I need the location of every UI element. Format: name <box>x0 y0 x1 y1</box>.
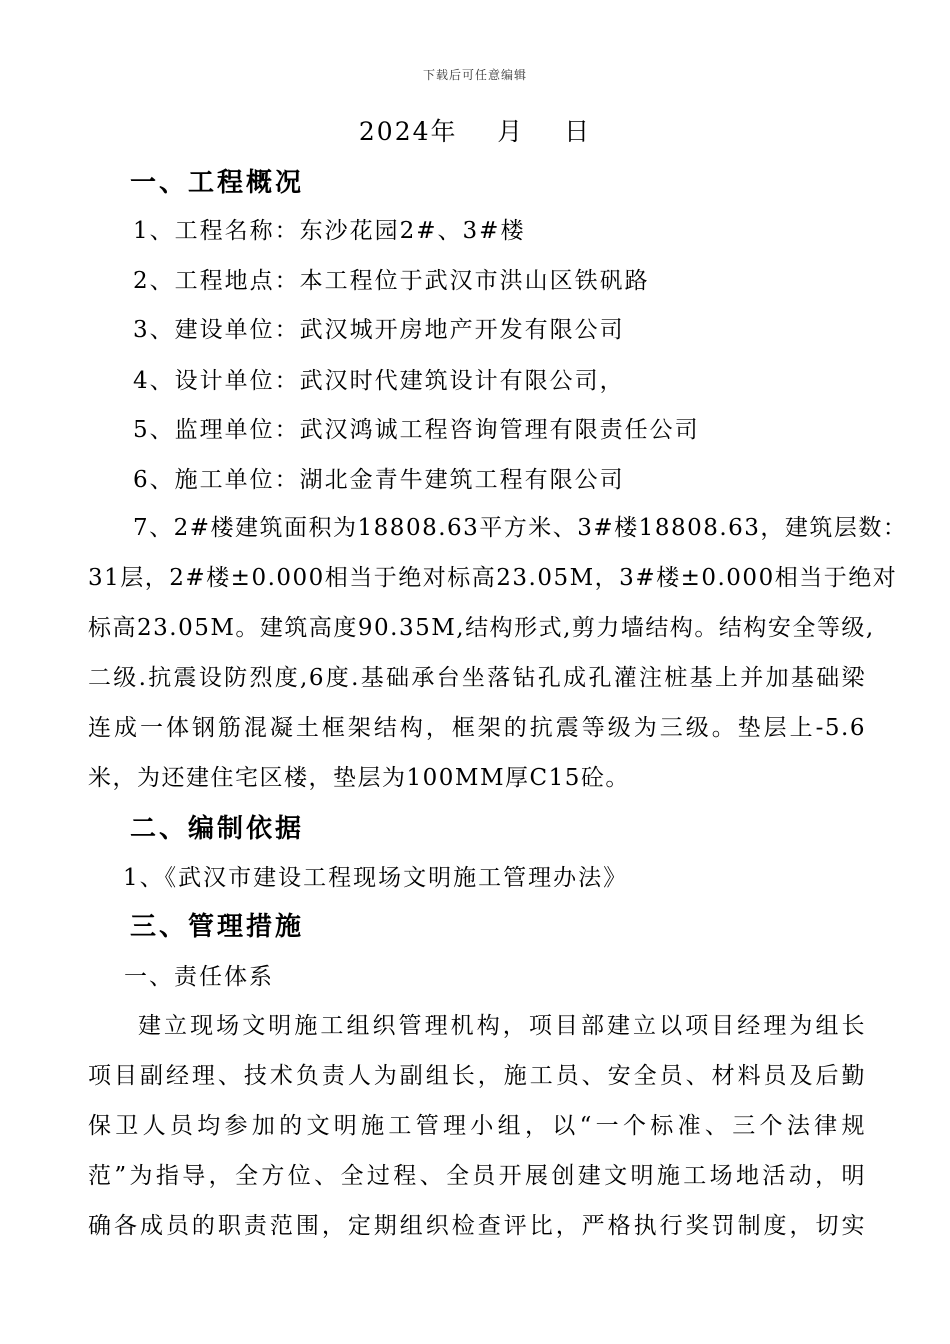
paragraph-line: 7、2#楼建筑面积为18808.63平方米、3#楼18808.63，建筑层数： <box>133 515 908 541</box>
paragraph-line: 二级.抗震设防烈度,6度.基础承台坐落钻孔成孔灌注桩基上并加基础梁 <box>88 665 866 691</box>
paragraph-line: 确各成员的职责范围，定期组织检查评比，严格执行奖罚制度，切实 <box>88 1213 866 1239</box>
section-heading-basis: 二、编制依据 <box>130 814 305 844</box>
overview-item-developer: 3、建设单位：武汉城开房地产开发有限公司 <box>133 317 625 343</box>
overview-item-location: 2、工程地点：本工程位于武汉市洪山区铁矾路 <box>133 268 650 294</box>
section-heading-overview: 一、工程概况 <box>130 168 305 198</box>
overview-item-contractor: 6、施工单位：湖北金青牛建筑工程有限公司 <box>133 467 625 493</box>
paragraph-line: 项目副经理、技术负责人为副组长，施工员、安全员、材料员及后勤 <box>88 1063 866 1089</box>
paragraph-line: 31层，2#楼±0.000相当于绝对标高23.05M，3#楼±0.000相当于绝对 <box>88 565 898 591</box>
paragraph-line: 米，为还建住宅区楼，垫层为100MM厚C15砼。 <box>88 765 630 791</box>
overview-item-project-name: 1、工程名称：东沙花园2#、3#楼 <box>133 218 526 244</box>
date-line: 2024年 月 日 <box>358 117 592 146</box>
overview-item-designer: 4、设计单位：武汉时代建筑设计有限公司， <box>133 368 625 394</box>
paragraph-line: 连成一体钢筋混凝土框架结构，框架的抗震等级为三级。垫层上-5.6 <box>88 715 866 741</box>
paragraph-line: 保卫人员均参加的文明施工管理小组，以“一个标准、三个法律规 <box>88 1113 866 1139</box>
overview-item-supervisor: 5、监理单位：武汉鸿诚工程咨询管理有限责任公司 <box>133 417 700 443</box>
paragraph-line: 建立现场文明施工组织管理机构，项目部建立以项目经理为组长 <box>138 1013 866 1039</box>
paragraph-line: 范”为指导，全方位、全过程、全员开展创建文明施工场地活动，明 <box>88 1163 866 1189</box>
header-note: 下载后可任意编辑 <box>422 68 527 82</box>
basis-item: 1、《武汉市建设工程现场文明施工管理办法》 <box>123 865 629 891</box>
paragraph-line: 标高23.05M。建筑高度90.35M,结构形式,剪力墙结构。结构安全等级, <box>88 615 875 641</box>
subsection-heading-responsibility: 一、责任体系 <box>124 964 274 990</box>
section-heading-measures: 三、管理措施 <box>130 912 305 942</box>
